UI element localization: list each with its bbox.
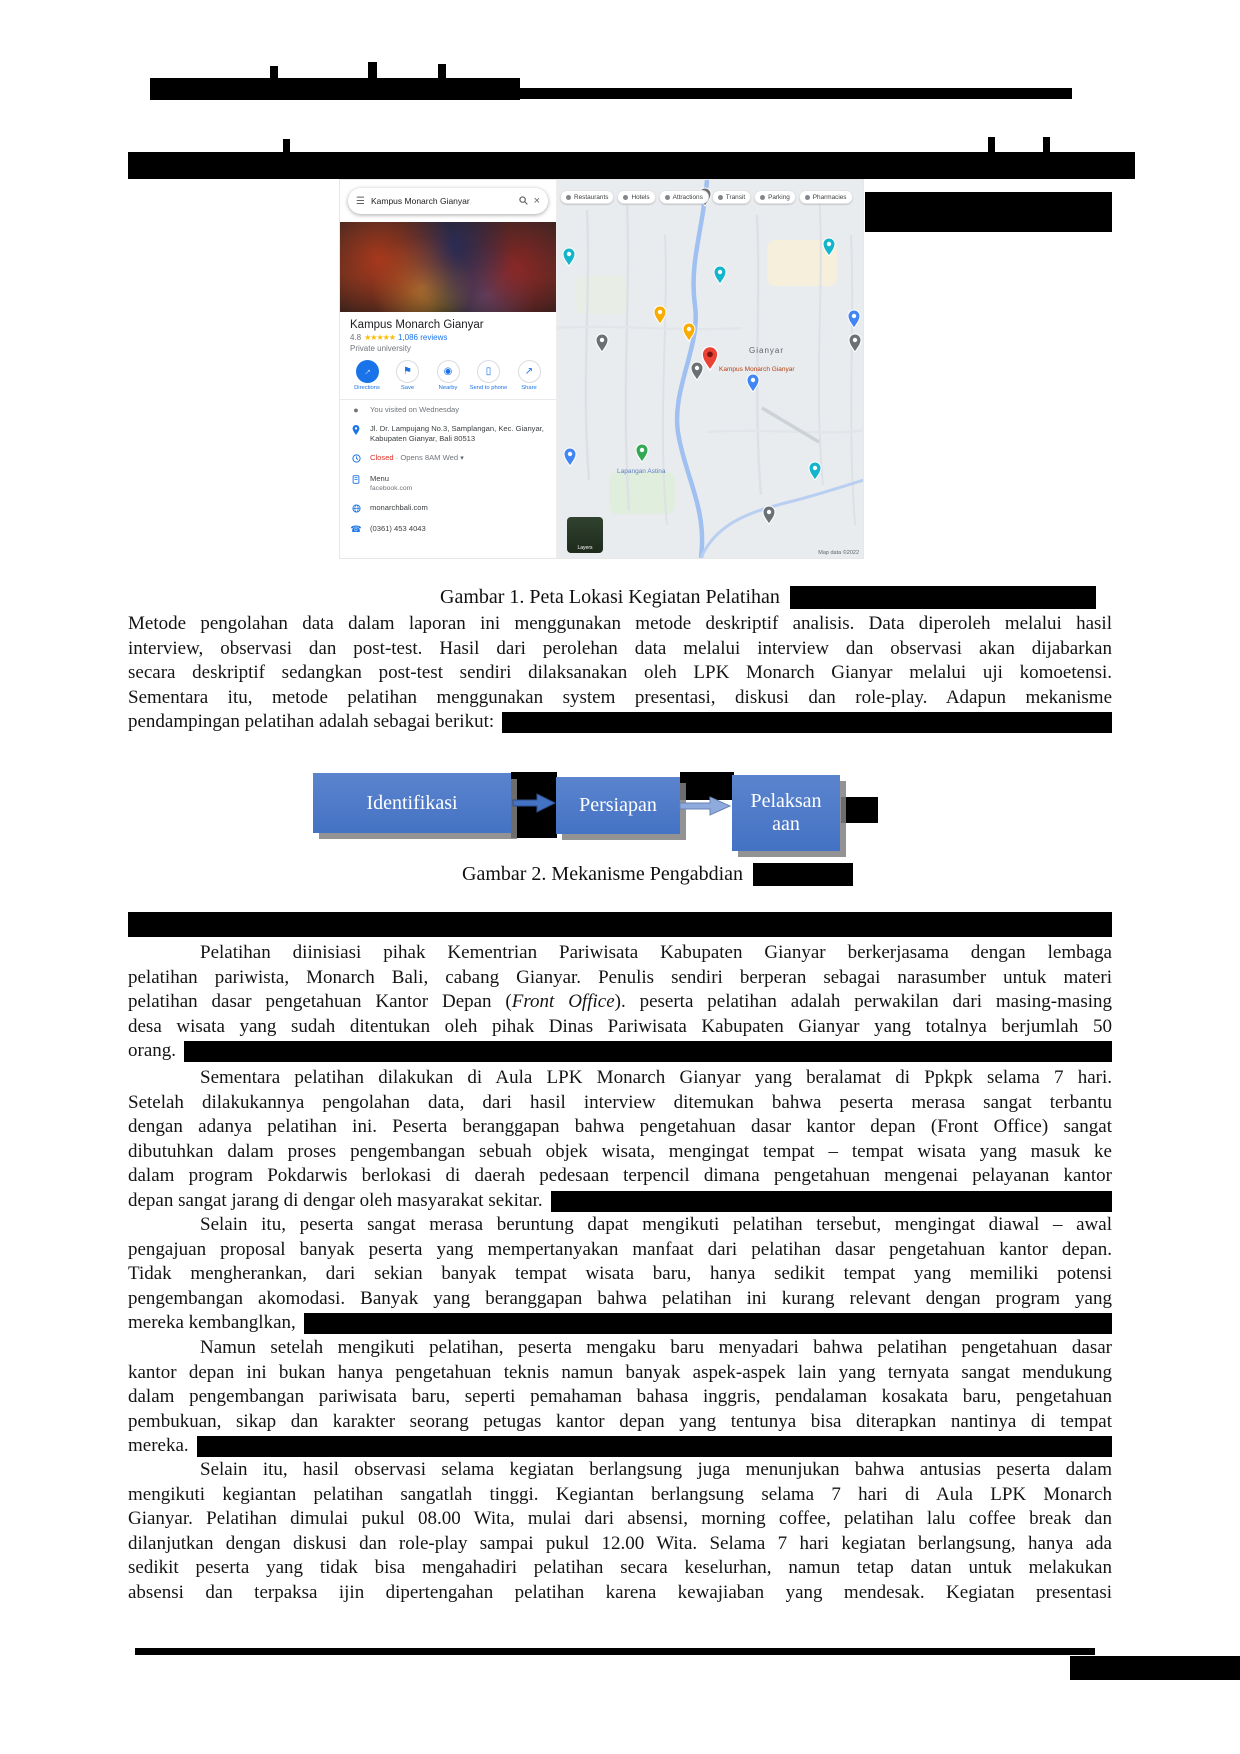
- place-title: Kampus Monarch Gianyar: [350, 319, 484, 331]
- paragraph-4: Selain itu, peserta sangat merasa beruntung dapat mengikuti pelatihan tersebut, mengingat diawal – awal pengajuan proposal banyak peserta yang mempertanyakan manfaat dari pelatihan dasar pengetahuan kantor depan. Tidak mengherankan, dari sekian banyak tempat wisata baru, hanya sedikit tempat yang memiliki potensi pengembangan akomodasi. Banyak yang beranggapan bahwa pelatihan ini kurang relevant dengan program yang mereka kembanglkan,: [128, 1214, 1112, 1334]
- chip-attractions[interactable]: Attractions: [659, 190, 709, 204]
- search-input[interactable]: Kampus Monarch Gianyar: [370, 196, 470, 206]
- figure2-caption: Gambar 2. Mekanisme Pengabdian: [462, 862, 744, 885]
- map-label-town: Gianyar: [749, 346, 785, 355]
- menu-icon[interactable]: ☰: [356, 195, 365, 207]
- hotels-icon: [623, 195, 628, 200]
- website-row[interactable]: monarchbali.com: [340, 499, 556, 520]
- save-button[interactable]: ⚑ Save: [389, 360, 427, 391]
- redacted-section-heading: [128, 912, 1112, 937]
- chevron-down-icon[interactable]: ▾: [460, 454, 464, 462]
- redaction-tick: [283, 139, 290, 153]
- directions-button[interactable]: → Directions: [348, 360, 386, 391]
- hours-open: · Opens 8AM Wed: [393, 452, 459, 462]
- redaction-tick: [988, 137, 995, 153]
- maps-search-bar[interactable]: [348, 188, 548, 214]
- place-actions: [340, 358, 556, 400]
- share-button[interactable]: ↗ Share: [510, 360, 548, 391]
- redacted-footer: [1070, 1656, 1240, 1680]
- redaction-tick: [1043, 137, 1050, 153]
- footer-rule: [135, 1648, 1095, 1655]
- clock-icon: [350, 453, 362, 465]
- chip-transit[interactable]: Transit: [712, 190, 751, 204]
- place-category: Private university: [350, 344, 411, 353]
- attractions-icon: [665, 195, 670, 200]
- menu-doc-icon: [350, 474, 362, 486]
- chip-parking[interactable]: Parking: [754, 190, 796, 204]
- flow-arrow-1: [512, 791, 557, 815]
- redacted-inline: [184, 1041, 1112, 1062]
- close-icon[interactable]: ×: [533, 195, 540, 207]
- redacted-header-line1: [150, 78, 520, 100]
- map-label-destination: Kampus Monarch Gianyar: [719, 366, 795, 373]
- paragraph-5: Namun setelah mengikuti pelatihan, peserta mengaku baru menyadari bahwa pelatihan pengetahuan dasar kantor depan ini bukan hanya pengetahuan teknis namun banyak aspek-aspek lain yang ternyata sangat mendukung dalam pengembangan pariwisata baru, seperti pemahaman bahasa inggris, pendalaman kosakata baru, pengetahuan pembukuan, sikap dan karakter seorang petugas kantor depan yang tentunya bisa diterapkan nantinya di tempat mereka.: [128, 1337, 1112, 1457]
- rating-value: 4.8: [350, 333, 362, 342]
- hours-row[interactable]: [340, 448, 556, 469]
- history-icon: ●: [353, 404, 359, 415]
- redaction-tick: [270, 66, 278, 80]
- nearby-button[interactable]: ◉ Nearby: [429, 360, 467, 391]
- flow-box-persiapan: Persiapan: [556, 777, 680, 834]
- phone-screen-icon: ▯: [477, 360, 500, 383]
- transit-icon: [718, 195, 723, 200]
- layers-control[interactable]: Layers: [567, 517, 603, 553]
- maps-place-card: [340, 180, 557, 558]
- visited-row: ● You visited on Wednesday: [340, 400, 556, 419]
- redacted-header-line1-extension: [520, 88, 1072, 99]
- menu-source: facebook.com: [370, 485, 413, 493]
- redacted-inline: [502, 712, 1112, 733]
- paragraph-1: Metode pengolahan data dalam laporan ini menggunakan metode deskriptif analisis. Data diperoleh melalui hasil interview, observasi dan post-test. Hasil dari perolehan data melalui interview dan observasi akan dijabarkan secara deskriptif sedangkan post-test sendiri dilaksanakan oleh LPK Monarch Gianyar melalui uji komoetensi. Sementara itu, metode pelatihan menggunakan system presentasi, diskusi dan role-play. Adapun mekanisme pendampingan pelatihan adalah sebagai berikut:: [128, 613, 1112, 733]
- flow-box-identifikasi: Identifikasi: [313, 773, 511, 833]
- figure1-caption-row: [128, 584, 1096, 610]
- map-category-chips: [560, 190, 853, 204]
- phone-icon: ☎: [350, 524, 362, 535]
- map-attribution: Map data ©2022: [818, 550, 859, 556]
- menu-row[interactable]: Menu facebook.com: [340, 469, 556, 499]
- paragraph-6: Selain itu, hasil observasi selama kegiatan berlangsung juga menunjukan bahwa antusias peserta dalam mengikuti kegiantan pelatihan sangatlah tinggi. Kegiantan berlangsung selama 7 hari di Aula LPK Monarch Gianyar. Pelatihan dimulai pukul 08.00 Wita, mulai dari absensi, morning coffee, pelatihan lalu coffee break dan dilanjutkan dengan diskusi dan role-play sampai pukul 12.00 Wita. Selama 7 hari kegiatan berlangsung, hanya ada sedikit peserta yang tidak bisa mengahadiri pelatihan secara keselurhan, namun tetap datan untuk melakukan absensi dan terpaksa ijin dipertengahan pelatihan karena kewajiaban yang mendesak. Kegiatan presentasi: [128, 1459, 1112, 1603]
- redacted-caption2-suffix: [753, 863, 853, 886]
- redacted-inline: [304, 1313, 1112, 1334]
- redaction-tick: [368, 62, 377, 80]
- figure2-caption-row: [128, 861, 1112, 887]
- redacted-diagram-right: [841, 797, 878, 823]
- address-row[interactable]: Jl. Dr. Lampujang No.3, Samplangan, Kec. Gianyar, Kabupaten Gianyar, Bali 80513: [340, 419, 556, 448]
- paragraph-3: Sementara pelatihan dilakukan di Aula LPK Monarch Gianyar yang beralamat di Ppkpk selama 7 hari. Setelah dilakukannya pengolahan data, dari hasil interview ditemukan bahwa peserta merasa sangat terbantu dengan adanya pelatihan ini. Peserta beranggapan bahwa pengetahuan dasar kantor depan (Front Office) sangat dibutuhkan dalam proses pengembangan sebuah objek wisata, mengingat tempat – tempat wisata yang masuk ke dalam program Pokdarwis berlokasi di daerah pedesaan terpencil dimana pengetahuan mengenai pelayanan kantor depan sangat jarang di dengar oleh masyarakat sekitar.: [128, 1067, 1112, 1211]
- italic-front-office: Front Office: [511, 991, 615, 1013]
- chip-restaurants[interactable]: Restaurants: [560, 190, 614, 204]
- flow-arrow-2: [679, 793, 732, 819]
- send-to-phone-button[interactable]: ▯ Send to phone: [470, 360, 508, 391]
- chip-pharmacies[interactable]: Pharmacies: [799, 190, 853, 204]
- redacted-caption1-suffix: [790, 586, 1096, 609]
- flow-box-pelaksanaan: Pelaksan aan: [732, 775, 840, 851]
- map-pane[interactable]: [557, 180, 863, 558]
- location-pin-icon: [350, 424, 362, 437]
- redaction-tick: [438, 64, 446, 80]
- parking-icon: [760, 195, 765, 200]
- phone-row[interactable]: ☎ (0361) 453 4043: [350, 524, 426, 535]
- hours-status: Closed: [370, 452, 394, 462]
- star-icons: ★★★★★: [364, 333, 395, 342]
- chip-hotels[interactable]: Hotels: [617, 190, 655, 204]
- redacted-beside-figure1: [865, 192, 1112, 232]
- paragraph-2: Pelatihan diinisiasi pihak Kementrian Pariwisata Kabupaten Gianyar berkerjasama dengan lembaga pelatihan pariwista, Monarch Bali, cabang Gianyar. Penulis sendiri berperan sebagai narasumber untuk materi pelatihan dasar pengetahuan Kantor Depan (Front Office). peserta pelatihan adalah perwakilan dari masing-masing desa wisata yang sudah ditentukan oleh pihak Dinas Pariwisata Kabupaten Gianyar yang totalnya berjumlah 50 orang.: [128, 942, 1112, 1062]
- search-icon[interactable]: [519, 196, 528, 207]
- directions-icon: →: [356, 360, 379, 383]
- map-roads-and-pins: [557, 180, 863, 558]
- pharmacies-icon: [805, 195, 810, 200]
- redacted-inline: [197, 1436, 1112, 1457]
- map-label-park: Lapangan Astina: [617, 468, 666, 475]
- redacted-header-line2: [128, 152, 1135, 179]
- restaurants-icon: [566, 195, 571, 200]
- figure1-google-maps-screenshot: [340, 180, 863, 558]
- bookmark-icon: ⚑: [396, 360, 419, 383]
- share-icon: ↗: [518, 360, 541, 383]
- reviews-link[interactable]: 1,086 reviews: [397, 333, 448, 342]
- redacted-inline: [551, 1191, 1112, 1212]
- rating-row: [340, 333, 556, 342]
- nearby-icon: ◉: [437, 360, 460, 383]
- globe-icon: [350, 503, 362, 515]
- figure1-caption: Gambar 1. Peta Lokasi Kegiatan Pelatihan: [440, 585, 780, 608]
- campus-photo[interactable]: [340, 222, 556, 312]
